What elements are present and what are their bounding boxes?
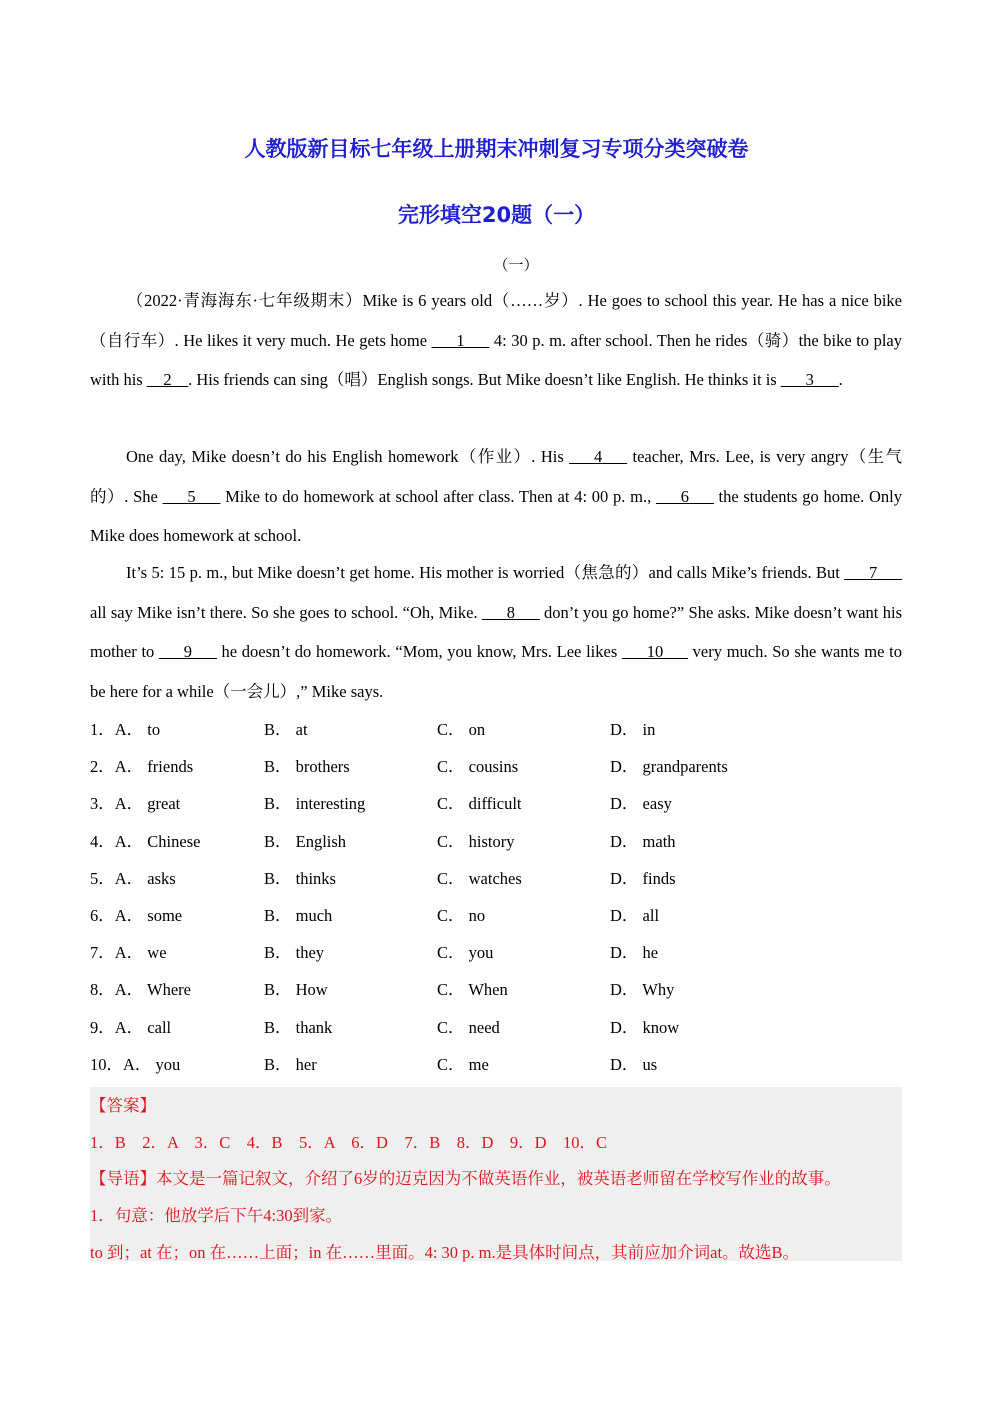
option-b: B． brothers bbox=[264, 757, 350, 777]
option-d: D． grandparents bbox=[610, 757, 728, 777]
option-row-6 bbox=[90, 897, 902, 934]
option-row-7 bbox=[90, 934, 902, 971]
option-d: D． math bbox=[610, 831, 676, 851]
option-a: 5．A． asks bbox=[90, 868, 176, 888]
option-row-4 bbox=[90, 823, 902, 860]
q1-meaning: 1．句意：他放学后下午4:30到家。 bbox=[90, 1206, 343, 1225]
option-a: 8．A． Where bbox=[90, 980, 191, 1000]
option-b: B． at bbox=[264, 720, 308, 739]
blank-5: ___5___ bbox=[162, 486, 221, 506]
option-a: 9．A． call bbox=[90, 1017, 172, 1037]
option-c: C． me bbox=[437, 1054, 489, 1074]
option-row-1 bbox=[90, 711, 902, 748]
option-b: B． they bbox=[264, 943, 325, 963]
passage-paragraph-2: One day, Mike doesn’t do his English homework（作业）. His ___4___ teacher, Mrs. Lee, is very angry（生气的）. She ___5___ Mike to do homework at school after class. Then at 4: 00 p. m., ___6___ the students go home. Only Mike does homework at school. bbox=[90, 447, 902, 545]
option-a: 7．A． we bbox=[90, 943, 167, 963]
option-row-2 bbox=[90, 748, 902, 785]
option-a: 2．A． friends bbox=[90, 757, 194, 777]
option-d: D． Why bbox=[610, 980, 675, 1000]
doc-title: 人教版新目标七年级上册期末冲刺复习专项分类突破卷 bbox=[244, 137, 749, 161]
option-d: D． easy bbox=[610, 794, 672, 814]
option-b: B． thinks bbox=[264, 868, 336, 888]
blank-10: ___10___ bbox=[621, 642, 688, 661]
options-list bbox=[90, 711, 902, 1083]
blank-4: ___4___ bbox=[569, 447, 628, 466]
option-d: D． all bbox=[610, 905, 660, 925]
option-d: D． he bbox=[610, 943, 659, 963]
guide-text: 【导语】本文是一篇记叙文，介绍了6岁的迈克因为不做英语作业，被英语老师留在学校写作业的故事。 bbox=[90, 1169, 841, 1188]
passage-paragraph-1: （2022·青海海东·七年级期末）Mike is 6 years old（……岁）. He goes to school this year. He has a nice bike（自行车）. He likes it very much. He gets home ___1___ 4: 30 p. m. after school. Then he rides（骑）the bike to play with his __2__. His friends can sing（唱）English songs. But Mike doesn’t like English. He thinks it is ___3___. bbox=[90, 291, 902, 389]
option-c: C． cousins bbox=[437, 757, 519, 777]
blank-1: ___1___ bbox=[431, 330, 490, 350]
option-d: D． us bbox=[610, 1054, 658, 1074]
option-row-9 bbox=[90, 1009, 902, 1046]
blank-8: ___8___ bbox=[481, 602, 540, 622]
option-d: D． know bbox=[610, 1017, 680, 1037]
option-row-3 bbox=[90, 785, 902, 822]
option-c: C． history bbox=[437, 831, 515, 851]
option-row-5 bbox=[90, 860, 902, 897]
blank-6: ___6___ bbox=[655, 486, 714, 506]
option-b: B． How bbox=[264, 980, 328, 1000]
option-c: C． When bbox=[437, 980, 508, 1000]
option-c: C． no bbox=[437, 905, 486, 925]
option-b: B． English bbox=[264, 831, 347, 851]
option-row-10 bbox=[90, 1046, 902, 1083]
blank-3: ___3___ bbox=[780, 370, 839, 389]
option-d: D． in bbox=[610, 720, 656, 739]
answer-box bbox=[90, 1087, 902, 1261]
option-a: 6．A． some bbox=[90, 905, 183, 925]
option-b: B． thank bbox=[264, 1017, 333, 1037]
option-b: B． much bbox=[264, 905, 333, 925]
option-c: C． need bbox=[437, 1017, 500, 1037]
option-a: 1．A． to bbox=[90, 720, 161, 739]
option-c: C． on bbox=[437, 720, 486, 739]
passage-paragraph-3: It’s 5: 15 p. m., but Mike doesn’t get home. His mother is worried（焦急的）and calls Mike’s friends. But ___7___ all say Mike isn’t there. So she goes to school. “Oh, Mike. ___8___ don’t you go home?” She asks. Mike doesn’t want his mother to ___9___ he doesn’t do homework. “Mom, you know, Mrs. Lee likes ___10___ very much. So she wants me to be here for a while（一会儿）,” Mike says. bbox=[90, 563, 902, 701]
option-a: 4．A． Chinese bbox=[90, 831, 201, 851]
option-c: C． you bbox=[437, 943, 494, 963]
option-b: B． her bbox=[264, 1054, 317, 1074]
blank-9: ___9___ bbox=[159, 642, 217, 661]
doc-subtitle: 完形填空20题（一） bbox=[397, 203, 596, 227]
option-c: C． watches bbox=[437, 868, 522, 888]
section-number: （一） bbox=[493, 258, 539, 274]
q1-explanation: to 到；at 在；on 在……上面；in 在……里面。4: 30 p. m.是具体时间点，其前应加介词at。故选B。 bbox=[90, 1243, 800, 1262]
blank-7: ___7___ bbox=[844, 563, 902, 582]
option-row-8 bbox=[90, 971, 902, 1008]
option-d: D． finds bbox=[610, 868, 676, 888]
blank-2: __2__ bbox=[146, 370, 189, 389]
option-a: 10．A． you bbox=[90, 1054, 181, 1074]
option-c: C． difficult bbox=[437, 794, 522, 814]
option-b: B． interesting bbox=[264, 794, 366, 814]
answer-keys: 1．B 2．A 3．C 4．B 5．A 6．D 7．B 8．D 9．D 10．C bbox=[90, 1133, 608, 1152]
option-a: 3．A． great bbox=[90, 794, 181, 814]
answer-label: 【答案】 bbox=[90, 1096, 156, 1115]
